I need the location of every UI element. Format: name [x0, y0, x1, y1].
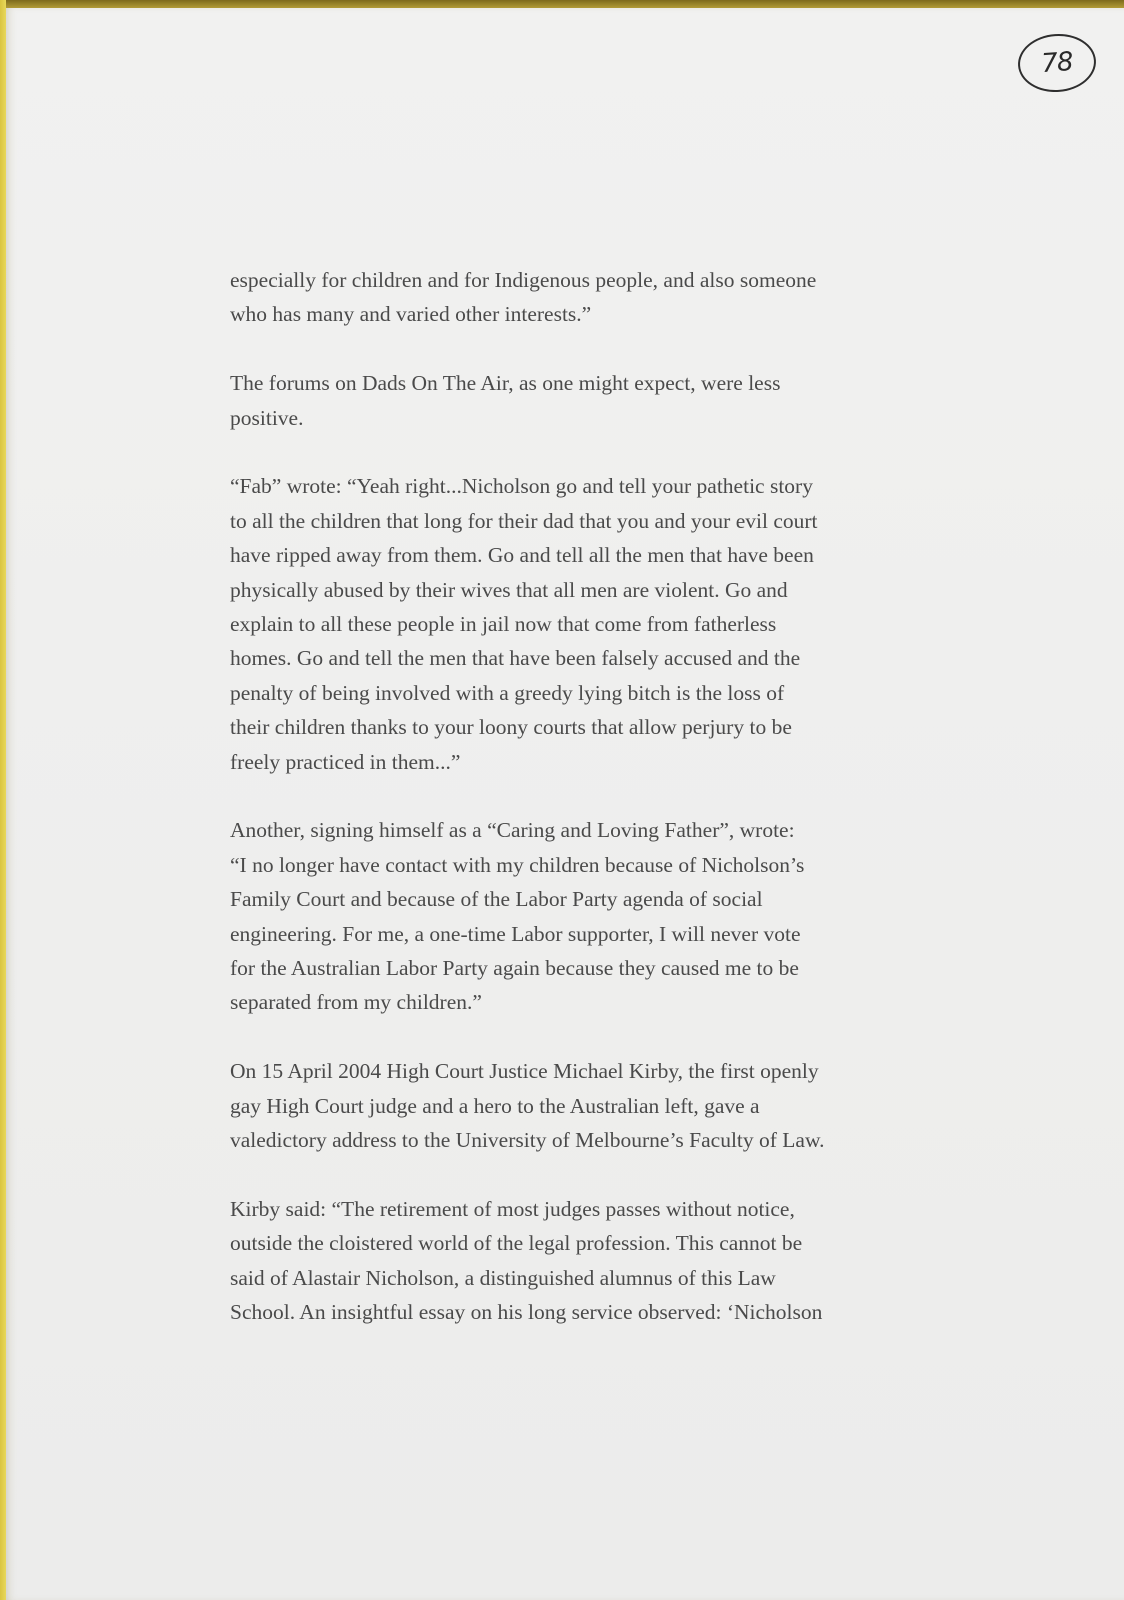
text-line: physically abused by their wives that all men are violent. Go and — [230, 577, 788, 602]
text-line: for the Australian Labor Party again because they caused me to be — [230, 956, 799, 981]
text-line: homes. Go and tell the men that have been falsely accused and the — [230, 646, 801, 671]
text-line: “I no longer have contact with my children because of Nicholson’s — [230, 852, 805, 877]
text-line: penalty of being involved with a greedy lying bitch is the loss of — [230, 680, 785, 705]
text-line: especially for children and for Indigenous people, and also someone — [230, 268, 817, 292]
text-line: to all the children that long for their dad that you and your evil court — [230, 508, 818, 533]
text-line: engineering. For me, a one-time Labor supporter, I will never vote — [230, 921, 801, 946]
text-line: The forums on Dads On The Air, as one might expect, were less — [230, 371, 781, 396]
text-line: valedictory address to the University of Melbourne’s Faculty of Law. — [230, 1128, 825, 1153]
paragraph-6 — [230, 1192, 930, 1330]
paragraph-2 — [230, 366, 930, 435]
text-line: who has many and varied other interests.” — [230, 302, 592, 327]
text-line: explain to all these people in jail now that come from fatherless — [230, 612, 777, 637]
text-line: outside the cloistered world of the legal profession. This cannot be — [230, 1231, 803, 1256]
text-line: School. An insightful essay on his long service observed: ‘Nicholson — [230, 1300, 823, 1325]
text-line: have ripped away from them. Go and tell all the men that have been — [230, 543, 814, 568]
text-line: On 15 April 2004 High Court Justice Michael Kirby, the first openly — [230, 1059, 819, 1084]
text-line: gay High Court judge and a hero to the Australian left, gave a — [230, 1093, 760, 1118]
body-text — [230, 263, 930, 1364]
text-line: separated from my children.” — [230, 990, 482, 1015]
paper-sheet — [6, 8, 1124, 1600]
text-line: Family Court and because of the Labor Party agenda of social — [230, 887, 763, 912]
text-line: “Fab” wrote: “Yeah right...Nicholson go and tell your pathetic story — [230, 474, 813, 499]
text-line: Another, signing himself as a “Caring and Loving Father”, wrote: — [230, 818, 795, 843]
text-line: said of Alastair Nicholson, a distinguished alumnus of this Law — [230, 1265, 776, 1290]
paragraph-5 — [230, 1054, 930, 1157]
paragraph-1 — [230, 263, 930, 332]
text-line: Kirby said: “The retirement of most judges passes without notice, — [230, 1196, 795, 1221]
text-line: freely practiced in them...” — [230, 749, 461, 774]
paragraph-4 — [230, 813, 930, 1019]
paragraph-3 — [230, 469, 930, 779]
handwritten-page-number: 78 — [1016, 31, 1098, 94]
text-line: positive. — [230, 405, 304, 430]
text-line: their children thanks to your loony courts that allow perjury to be — [230, 715, 792, 740]
